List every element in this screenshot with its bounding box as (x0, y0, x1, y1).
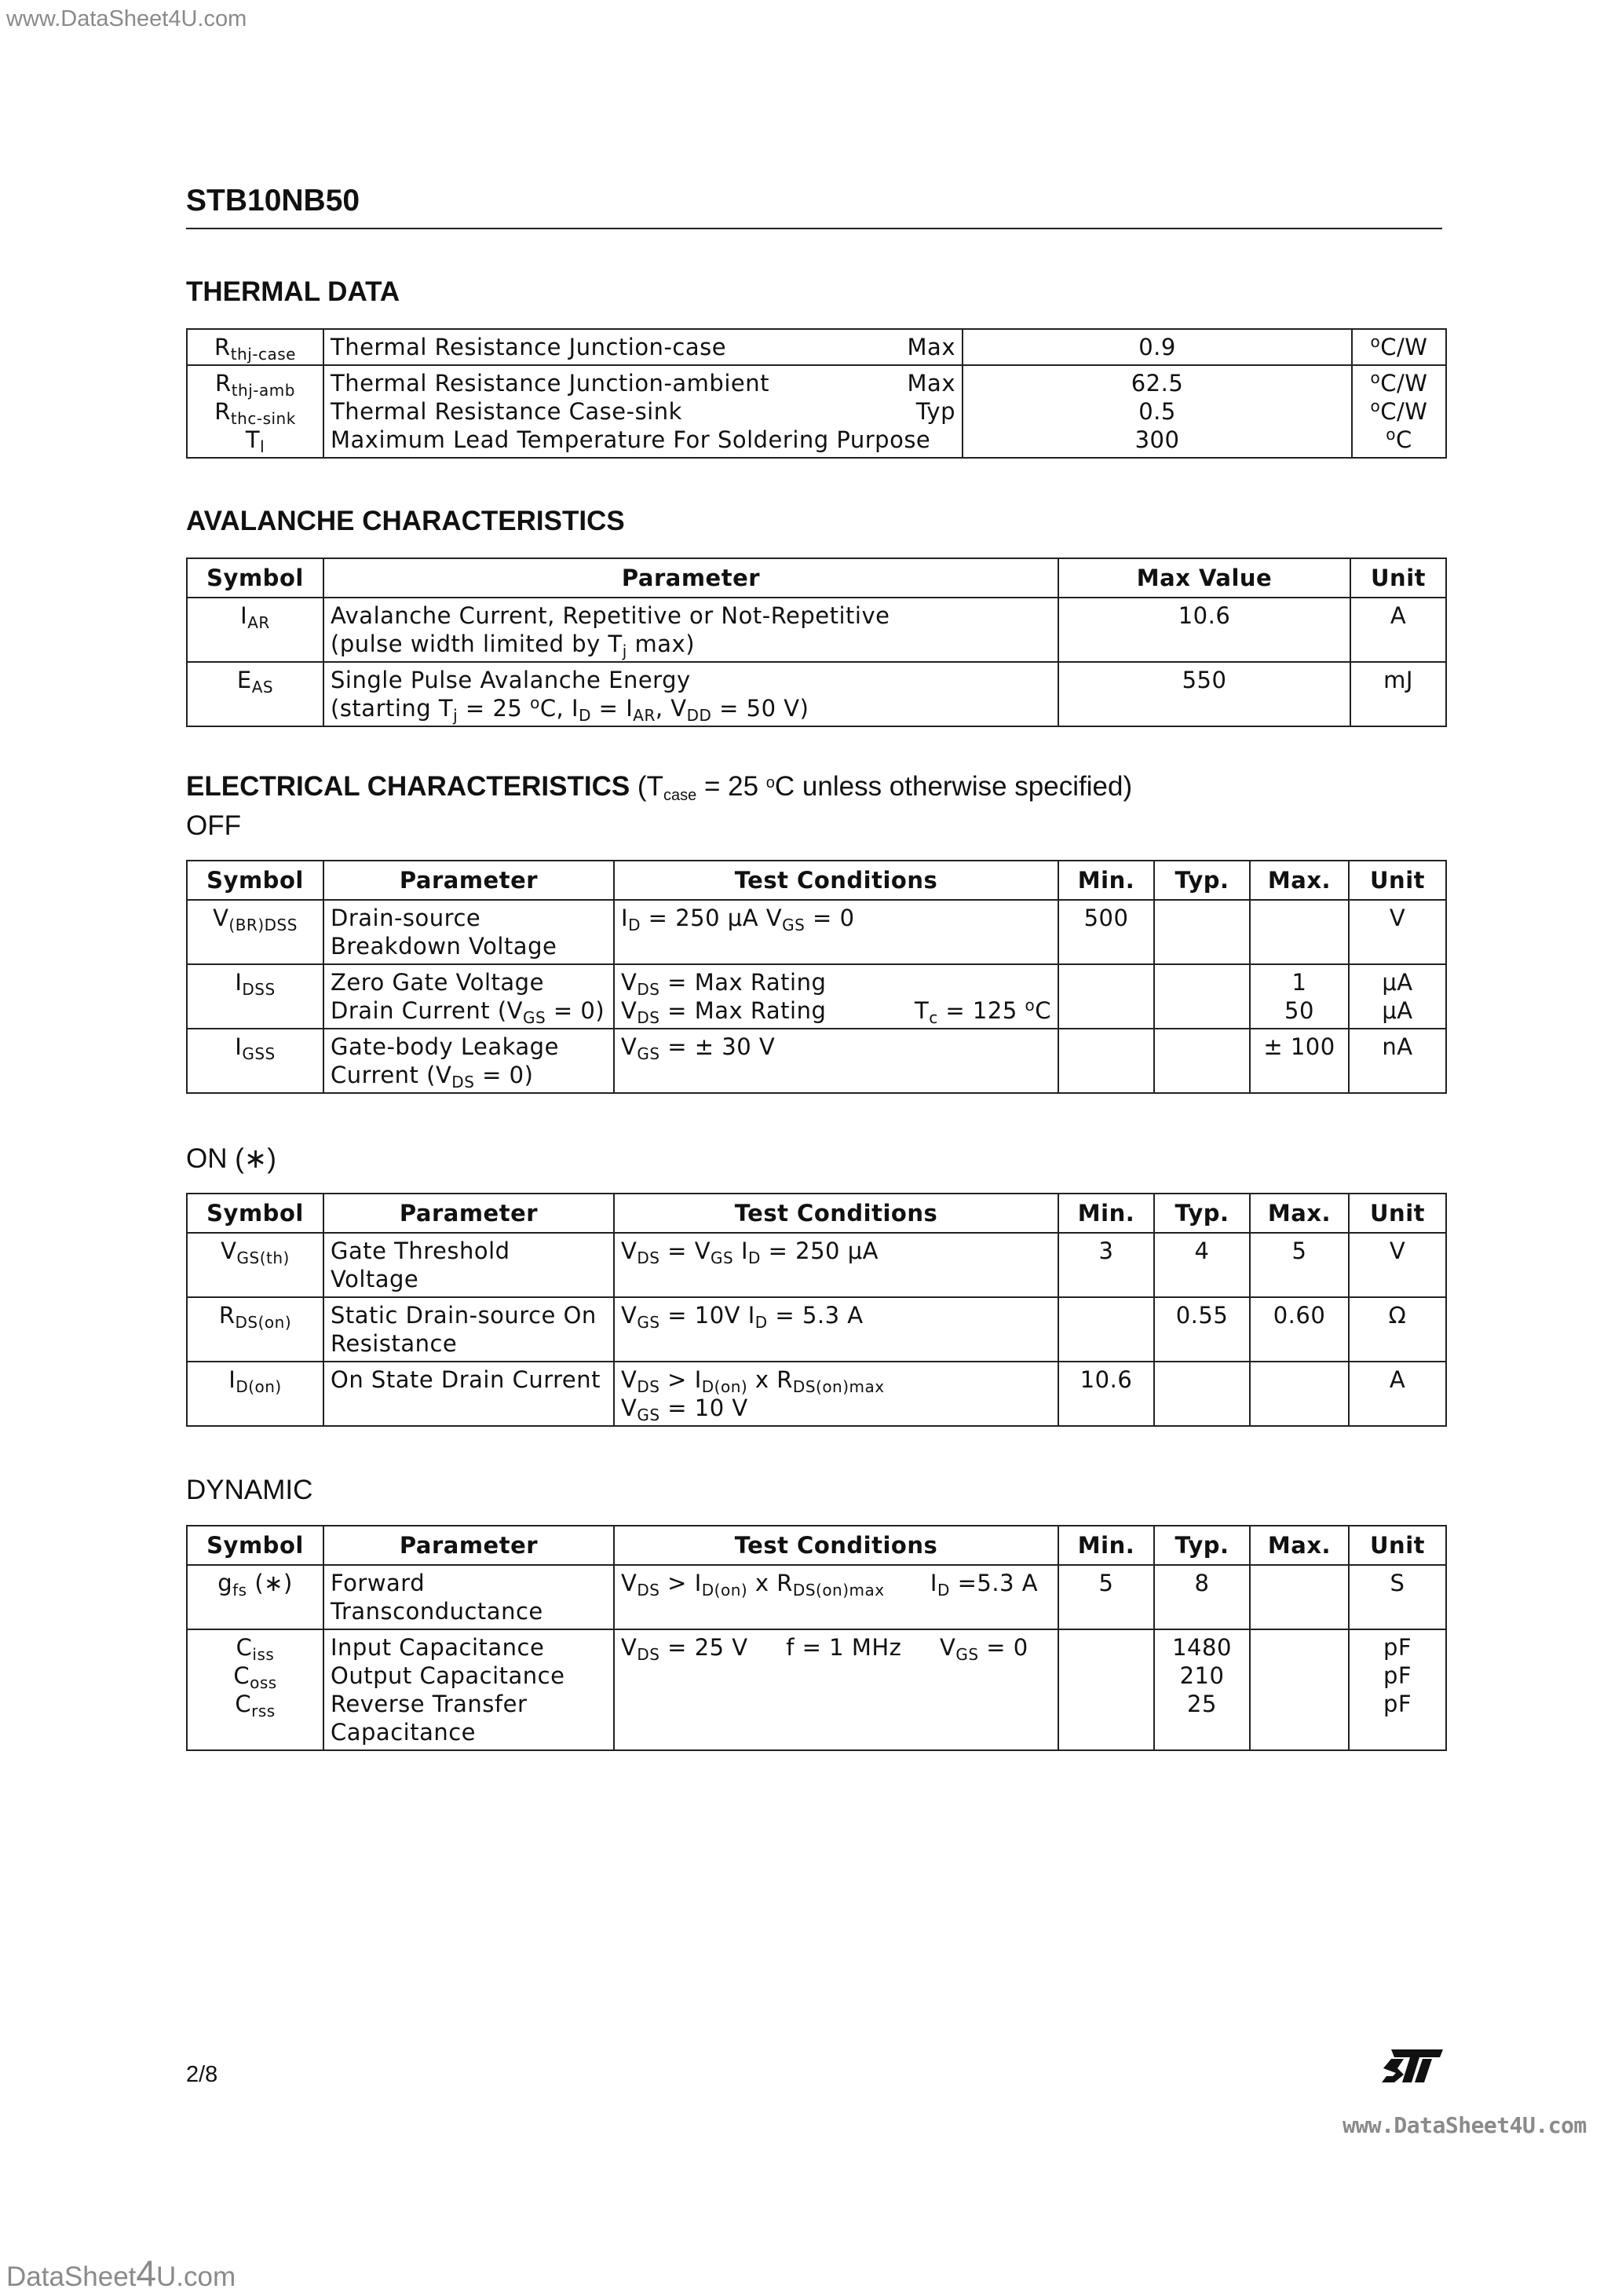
document-title: STB10NB50 (186, 184, 360, 218)
title-rule (186, 228, 1442, 229)
symbol-cell: $I_{GSS}$ (187, 1029, 323, 1093)
symbol-cell: $I_{DSS}$ (187, 964, 323, 1029)
table-row (187, 1362, 1446, 1426)
unit-cell: A (1349, 1362, 1446, 1426)
symbol-cell: $V_{GS(th)}$ (187, 1233, 323, 1297)
parameter-cell: Static Drain-source On Resistance (323, 1297, 614, 1362)
header-test-conditions: Test Conditions (614, 1194, 1058, 1233)
header-parameter: Parameter (323, 1526, 614, 1565)
header-max: Max. (1250, 1194, 1349, 1233)
max-cell: 5 (1250, 1233, 1349, 1297)
unit-cell: A (1350, 598, 1446, 662)
unit-cell: V (1349, 1233, 1446, 1297)
electrical-heading: ELECTRICAL CHARACTERISTICS ($T_{case} = 25$ $^o$C unless otherwise specified) (186, 771, 1133, 804)
symbol-cell: $R_{DS(on)}$ (187, 1297, 323, 1362)
typ-cell (1154, 1362, 1250, 1426)
table-header-row (187, 1194, 1446, 1233)
unit-cell: $^o$C/W $^o$C/W $^o$C (1352, 365, 1446, 458)
symbol-cell: $R_{thj-case}$ (187, 329, 323, 365)
table-row (187, 964, 1446, 1029)
header-test-conditions: Test Conditions (614, 861, 1058, 900)
table-row (187, 1629, 1446, 1750)
on-label: ON (∗) (186, 1143, 276, 1174)
table-row (187, 1029, 1446, 1093)
table-row (187, 329, 1446, 365)
test-cell: $V_{GS} = 10V$ $I_D = 5.3$ A (614, 1297, 1058, 1362)
header-max-value: Max Value (1058, 558, 1350, 598)
typ-cell: 4 (1154, 1233, 1250, 1297)
st-logo-icon (1380, 2048, 1445, 2087)
test-cell: $V_{DS}$ = Max Rating $V_{DS}$ = Max Rating $T_c = 125$ $^o$C (614, 964, 1058, 1029)
table-row (187, 1297, 1446, 1362)
avalanche-table (186, 558, 1447, 727)
unit-cell: nA (1349, 1029, 1446, 1093)
parameter-cell: Forward Transconductance (323, 1565, 614, 1629)
min-cell (1058, 1629, 1154, 1750)
header-max: Max. (1250, 861, 1349, 900)
symbol-cell: $V_{(BR)DSS}$ (187, 900, 323, 964)
symbol-cell: $I_{AR}$ (187, 598, 323, 662)
parameter-cell: Thermal Resistance Junction-case Max (323, 329, 963, 365)
parameter-cell: Input Capacitance Output Capacitance Reverse Transfer Capacitance (323, 1629, 614, 1750)
min-cell: 10.6 (1058, 1362, 1154, 1426)
header-symbol: Symbol (187, 1526, 323, 1565)
min-cell: 500 (1058, 900, 1154, 964)
table-row (187, 662, 1446, 726)
parameter-cell: Zero Gate Voltage Drain Current $(V_{GS} = 0)$ (323, 964, 614, 1029)
test-cell: $V_{DS} > I_{D(on)}$ x $R_{DS(on)max}$ $V_{GS} = 10$ V (614, 1362, 1058, 1426)
unit-cell: $^o$C/W (1352, 329, 1446, 365)
unit-cell: V (1349, 900, 1446, 964)
test-cell: $V_{GS}$ = ± 30 V (614, 1029, 1058, 1093)
table-row (187, 900, 1446, 964)
dynamic-table (186, 1525, 1447, 1751)
header-max: Max. (1250, 1526, 1349, 1565)
header-test-conditions: Test Conditions (614, 1526, 1058, 1565)
header-min: Min. (1058, 1526, 1154, 1565)
test-cell: $V_{DS} = 25$ V f = 1 MHz $V_{GS} = 0$ (614, 1629, 1058, 1750)
parameter-cell: Gate Threshold Voltage (323, 1233, 614, 1297)
dynamic-label: DYNAMIC (186, 1475, 313, 1505)
parameter-cell: Thermal Resistance Junction-ambient Max Thermal Resistance Case-sink Typ Maximum Lead Temperature For Soldering Purpose (323, 365, 963, 458)
typ-cell: 1480 210 25 (1154, 1629, 1250, 1750)
page-number: 2/8 (186, 2062, 218, 2087)
typ-cell: 0.55 (1154, 1297, 1250, 1362)
table-header-row (187, 861, 1446, 900)
test-cell: $V_{DS} = V_{GS}$ $I_D = 250$ μA (614, 1233, 1058, 1297)
parameter-cell: Single Pulse Avalanche Energy (starting $T_j = 25$ $^o$C, $I_D = I_{AR}$, $V_{DD} = 50$ V) (323, 662, 1058, 726)
header-parameter: Parameter (323, 1194, 614, 1233)
parameter-cell: On State Drain Current (323, 1362, 614, 1426)
typ-cell (1154, 900, 1250, 964)
watermark-top: www.DataSheet4U.com (6, 6, 247, 31)
typ-cell (1154, 964, 1250, 1029)
header-typ: Typ. (1154, 861, 1250, 900)
thermal-heading: THERMAL DATA (186, 276, 400, 307)
typ-cell: 8 (1154, 1565, 1250, 1629)
unit-cell: μA μA (1349, 964, 1446, 1029)
header-symbol: Symbol (187, 1194, 323, 1233)
off-table (186, 860, 1447, 1094)
min-cell (1058, 1029, 1154, 1093)
on-table (186, 1193, 1447, 1427)
unit-cell: Ω (1349, 1297, 1446, 1362)
header-typ: Typ. (1154, 1194, 1250, 1233)
max-cell: 0.60 (1250, 1297, 1349, 1362)
max-cell (1250, 900, 1349, 964)
off-label: OFF (186, 810, 241, 841)
min-cell (1058, 964, 1154, 1029)
table-row (187, 1565, 1446, 1629)
table-row (187, 365, 1446, 458)
parameter-cell: Drain-source Breakdown Voltage (323, 900, 614, 964)
header-unit: Unit (1349, 1194, 1446, 1233)
unit-cell: pF pF pF (1349, 1629, 1446, 1750)
watermark-right: www.DataSheet4U.com (1343, 2112, 1587, 2138)
symbol-cell: $C_{iss}$ $C_{oss}$ $C_{rss}$ (187, 1629, 323, 1750)
avalanche-heading: AVALANCHE CHARACTERISTICS (186, 506, 625, 536)
symbol-cell: $R_{thj-amb}$ $R_{thc-sink}$ $T_l$ (187, 365, 323, 458)
symbol-cell: $I_{D(on)}$ (187, 1362, 323, 1426)
table-row (187, 598, 1446, 662)
typ-cell (1154, 1029, 1250, 1093)
test-cell: $V_{DS} > I_{D(on)}$ x $R_{DS(on)max}$ $I_D =5.3$ A (614, 1565, 1058, 1629)
value-cell: 62.5 0.5 300 (963, 365, 1352, 458)
parameter-cell: Gate-body Leakage Current $(V_{DS} = 0)$ (323, 1029, 614, 1093)
min-cell (1058, 1297, 1154, 1362)
unit-cell: S (1349, 1565, 1446, 1629)
header-parameter: Parameter (323, 861, 614, 900)
max-cell (1250, 1362, 1349, 1426)
thermal-table (186, 328, 1447, 459)
symbol-cell: $E_{AS}$ (187, 662, 323, 726)
table-header-row (187, 558, 1446, 598)
header-parameter: Parameter (323, 558, 1058, 598)
table-row (187, 1233, 1446, 1297)
header-min: Min. (1058, 1194, 1154, 1233)
value-cell: 10.6 (1058, 598, 1350, 662)
header-unit: Unit (1349, 1526, 1446, 1565)
min-cell: 5 (1058, 1565, 1154, 1629)
watermark-bottom: DataSheet4U.com (6, 2253, 236, 2294)
unit-cell: mJ (1350, 662, 1446, 726)
header-unit: Unit (1349, 861, 1446, 900)
header-symbol: Symbol (187, 861, 323, 900)
max-cell (1250, 1629, 1349, 1750)
header-typ: Typ. (1154, 1526, 1250, 1565)
value-cell: 550 (1058, 662, 1350, 726)
max-cell (1250, 1565, 1349, 1629)
max-cell: 1 50 (1250, 964, 1349, 1029)
parameter-cell: Avalanche Current, Repetitive or Not-Repetitive (pulse width limited by $T_j$ max) (323, 598, 1058, 662)
symbol-cell: $g_{fs}$ (∗) (187, 1565, 323, 1629)
min-cell: 3 (1058, 1233, 1154, 1297)
header-unit: Unit (1350, 558, 1446, 598)
header-min: Min. (1058, 861, 1154, 900)
table-header-row (187, 1526, 1446, 1565)
value-cell: 0.9 (963, 329, 1352, 365)
max-cell: ± 100 (1250, 1029, 1349, 1093)
test-cell: $I_D = 250$ μA $V_{GS} = 0$ (614, 900, 1058, 964)
header-symbol: Symbol (187, 558, 323, 598)
